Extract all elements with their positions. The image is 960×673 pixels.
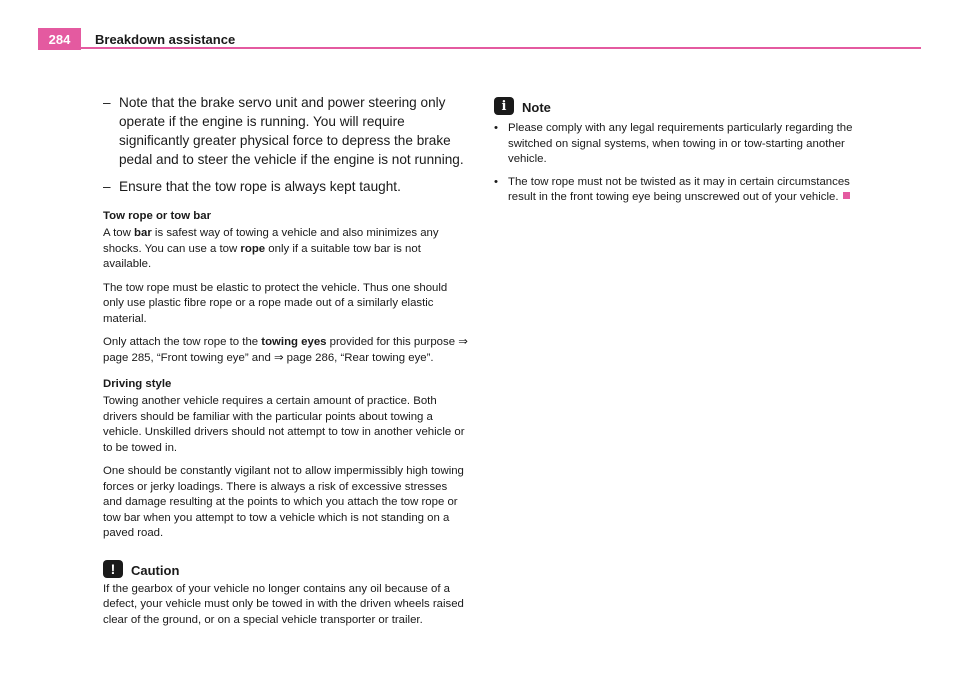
note-bullet bbox=[494, 121, 864, 168]
caution-text: If the gearbox of your vehicle no longer contains any oil because of a defect, your vehicle must only be towed in with the driven wheels raised clear of the ground, or on a special vehicle transporter or trailer. bbox=[103, 582, 464, 626]
page-number: 284 bbox=[48, 31, 71, 47]
note-bullet-text: Please comply with any legal requirements particularly regarding the switched on signal systems, when towing in or tow-starting another vehicle. bbox=[508, 122, 853, 165]
paragraph-towing-eyes bbox=[103, 335, 468, 366]
left-column bbox=[103, 93, 468, 636]
header-rule bbox=[38, 47, 921, 49]
note-bullet-text: The tow rope must not be twisted as it may in certain circumstances result in the front towing eye being unscrewed out of your vehicle. bbox=[508, 175, 850, 203]
caution-header bbox=[103, 560, 468, 578]
paragraph-elastic-rope: The tow rope must be elastic to protect the vehicle. Thus one should only use plastic fibre rope or a rope made out of a similarly elastic material. bbox=[103, 281, 448, 325]
note-bullet bbox=[494, 175, 864, 206]
note-header bbox=[494, 97, 864, 115]
text-run: Only attach the tow rope to the bbox=[103, 336, 262, 348]
text-run: is safest way of towing a vehicle and also minimizes any shocks. You can use a tow bbox=[103, 227, 439, 255]
step-dash: – bbox=[103, 95, 111, 110]
page-reference-links[interactable]: provided for this purpose ⇒ page 285, “Front towing eye” and ⇒ page 286, “Rear towing eye”. bbox=[103, 336, 468, 364]
text-run: A tow bbox=[103, 227, 135, 239]
step-dash: – bbox=[103, 179, 111, 194]
bullet-dot: • bbox=[494, 122, 498, 134]
paragraph-tow-bar bbox=[103, 226, 468, 273]
step-text: Ensure that the tow rope is always kept taught. bbox=[119, 179, 401, 194]
section-title: Breakdown assistance bbox=[95, 32, 236, 47]
paragraph-towing-forces: One should be constantly vigilant not to allow impermissibly high towing forces or jerky loadings. There is always a risk of excessive stresses and damage resulting at the points to which you attach the tow rope or tow bar when you attempt to tow a vehicle which is not standing on a paved road. bbox=[103, 465, 464, 539]
warning-icon: ! bbox=[103, 560, 123, 578]
bold-term-bar: bar bbox=[134, 227, 152, 239]
tow-rope-heading: Tow rope or tow bar bbox=[103, 210, 211, 222]
step-item bbox=[103, 93, 468, 169]
caution-title: Caution bbox=[131, 562, 180, 578]
bullet-dot: • bbox=[494, 175, 498, 188]
text-run: only if a suitable tow bar is not available. bbox=[103, 242, 421, 270]
step-item bbox=[103, 177, 468, 196]
driving-style-heading: Driving style bbox=[103, 378, 172, 390]
right-column bbox=[494, 97, 864, 213]
section-end-marker bbox=[843, 192, 850, 199]
step-text: Note that the brake servo unit and power steering only operate if the engine is running. You will require significantly greater physical force to depress the brake pedal and to steer the vehicle if the engine is not running. bbox=[119, 95, 464, 167]
info-icon: i bbox=[494, 97, 514, 115]
bold-term-towing-eyes: towing eyes bbox=[261, 336, 327, 348]
paragraph-driving-practice: Towing another vehicle requires a certain amount of practice. Both drivers should be familiar with the particular points about towing a vehicle. Unskilled drivers should not attempt to tow in another vehicle or to be towed in. bbox=[103, 395, 465, 454]
bold-term-rope: rope bbox=[240, 242, 266, 255]
note-title: Note bbox=[522, 100, 551, 115]
